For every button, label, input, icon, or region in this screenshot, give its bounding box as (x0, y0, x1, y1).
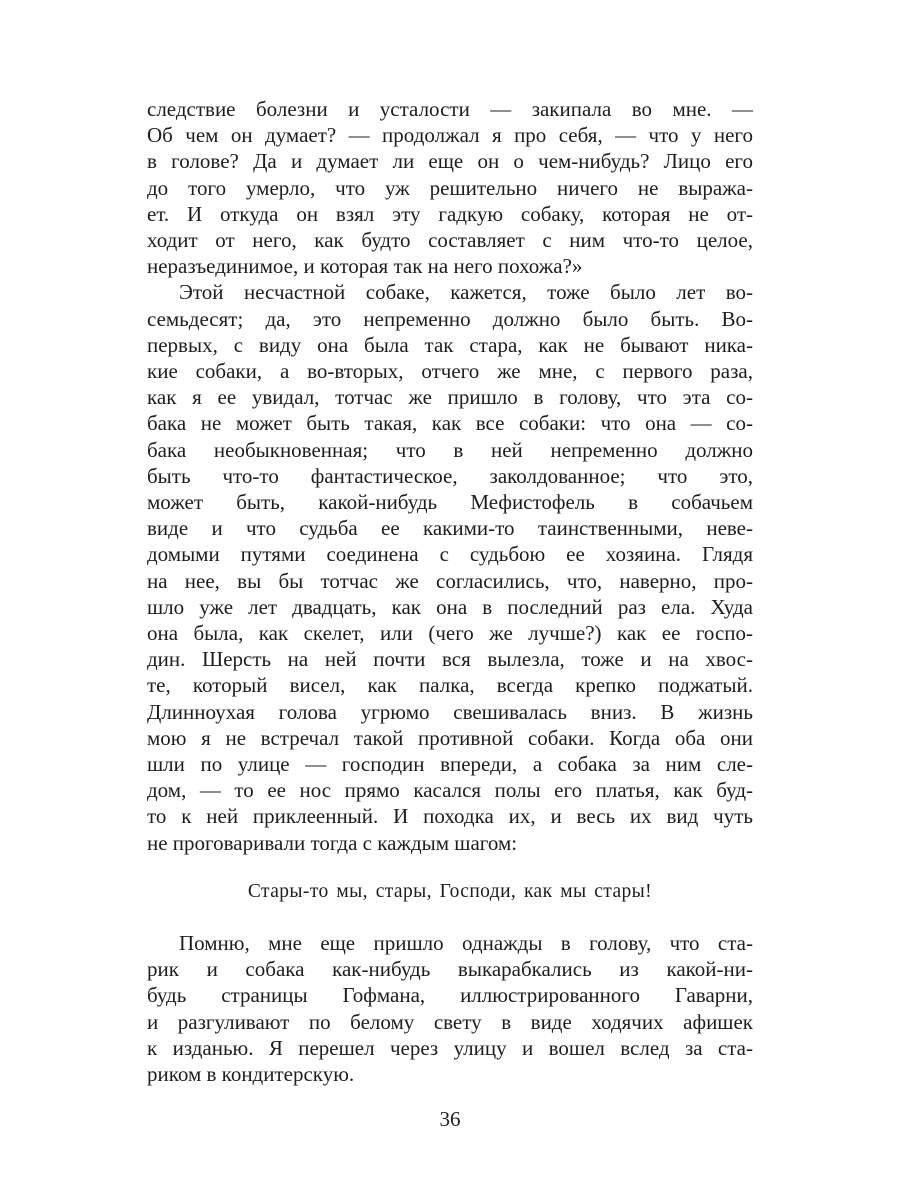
text-line: рик и собака как-нибудь выкарабкались из какой-ни- (147, 957, 753, 982)
text-line: Об чем он думает? — продолжал я про себя, — что у него (147, 123, 753, 148)
text-line: неразъединимое, и которая так на него похожа?» (147, 254, 583, 279)
text-line: в голове? Да и думает ли еще он о чем-нибудь? Лицо его (147, 149, 753, 174)
text-line: Длинноухая голова угрюмо свешивалась вниз. В жизнь (147, 699, 753, 724)
text-line: то к ней приклеенный. И походка их, и весь их вид чуть (147, 804, 753, 829)
text-line: на нее, вы бы тотчас же согласились, что, наверно, про- (147, 568, 753, 593)
text-line: дин. Шерсть на ней почти вся вылезла, тоже и на хвос- (147, 647, 753, 672)
text-line: будь страницы Гофмана, иллюстрированного Гаварни, (147, 983, 753, 1008)
text-line: не проговаривали тогда с каждым шагом: (147, 830, 518, 855)
text-line: Помню, мне еще пришло однажды в голову, что ста- (179, 930, 753, 955)
text-line: бака не может быть такая, как все собаки: что она — со- (147, 411, 753, 436)
text-line: домыми путями соединена с судьбою ее хозяина. Глядя (147, 542, 753, 567)
text-line: шли по улице — господин впереди, а собака за ним сле- (147, 752, 753, 777)
text-line: те, который висел, как палка, всегда крепко поджатый. (147, 673, 753, 698)
text-line: к изданью. Я перешел через улицу и вошел вслед за ста- (147, 1035, 753, 1060)
text-line: и разгуливают по белому свету в виде ходячих афишек (147, 1009, 753, 1034)
text-line: до того умерло, что уж решительно ничего не выража- (147, 175, 753, 200)
text-line: семьдесят; да, это непременно должно было быть. Во- (147, 306, 753, 331)
verse-line (147, 879, 753, 905)
text-line: ходит от него, как будто составляет с ним что-то целое, (147, 228, 753, 253)
text-line: как я ее увидал, тотчас же пришло в голову, что эта со- (147, 385, 753, 410)
text-line: виде и что судьба ее какими-то таинственными, неве- (147, 516, 753, 541)
text-line: первых, с виду она была так стара, как не бывают ника- (147, 332, 753, 357)
text-line: может быть, какой-нибудь Мефистофель в собачьем (147, 490, 753, 515)
text-line: риком в кондитерскую. (147, 1061, 355, 1086)
paragraph (147, 930, 753, 1087)
text-line: быть что-то фантастическое, заколдованное; что это, (147, 463, 753, 488)
text-line: шло уже лет двадцать, как она в последний раз ела. Худа (147, 594, 753, 619)
paragraph (147, 279, 753, 855)
text-line: Этой несчастной собаке, кажется, тоже было лет во- (179, 280, 753, 305)
paragraph (147, 96, 753, 279)
text-line: следствие болезни и усталости — закипала во мне. — (147, 97, 753, 121)
text-line: Стары-то мы, стары, Господи, как мы стары! (247, 880, 653, 902)
text-line: кие собаки, а во-вторых, отчего же мне, с первого раза, (147, 359, 753, 384)
text-line: бака необыкновенная; что в ней непременно должно (147, 437, 753, 462)
page-number: 36 (439, 1107, 461, 1131)
text-line: ет. И откуда он взял эту гадкую собаку, которая не от- (147, 201, 753, 226)
text-line: мою я не встречал такой противной собаки. Когда оба они (147, 725, 753, 750)
page-text-block (147, 96, 753, 1087)
text-line: дом, — то ее нос прямо касался полы его платья, как буд- (147, 778, 753, 803)
text-line: она была, как скелет, или (чего же лучше?) как ее госпо- (147, 621, 753, 646)
